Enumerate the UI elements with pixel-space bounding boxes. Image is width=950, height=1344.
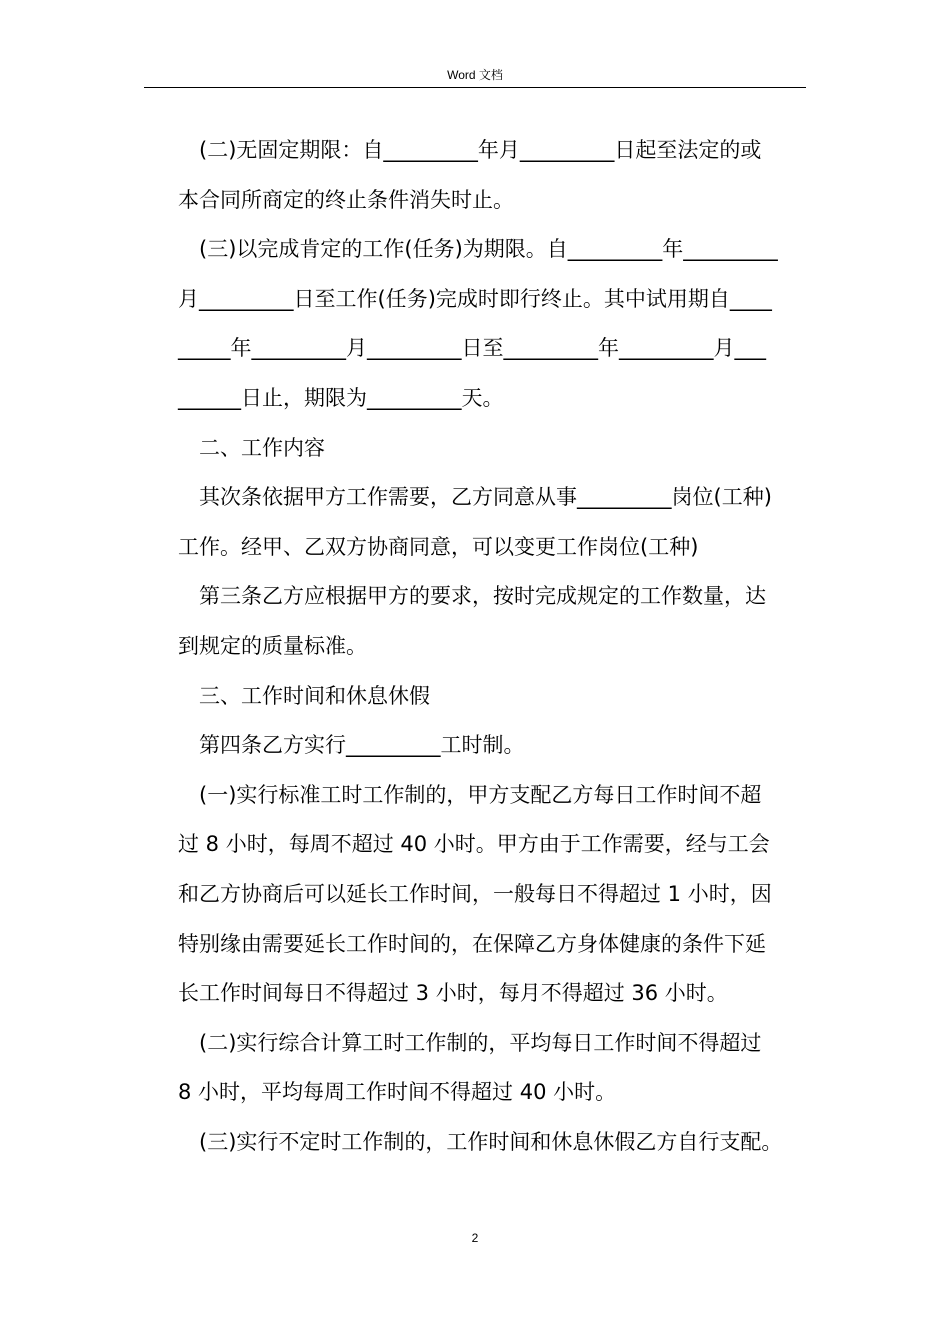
section-heading: 二、工作内容	[199, 435, 325, 460]
paragraph-line: 长工作时间每日不得超过 3 小时，每月不得超过 36 小时。	[178, 981, 728, 1006]
paragraph-line: _____年_________月_________日至_________年_________月___	[178, 336, 766, 361]
header-divider	[144, 87, 806, 88]
paragraph-line: (一)实行标准工时工作制的，甲方支配乙方每日工作时间不超	[199, 782, 762, 807]
page-number: 2	[471, 1231, 479, 1245]
document-body	[178, 126, 808, 1167]
paragraph-line: (三)以完成肯定的工作(任务)为期限。自_________年_________	[199, 237, 778, 262]
paragraph-line: ______日止，期限为_________天。	[178, 385, 504, 410]
paragraph-line: 到规定的质量标准。	[178, 633, 367, 658]
paragraph-line: 其次条依据甲方工作需要，乙方同意从事_________岗位(工种)	[199, 485, 772, 510]
section-heading: 三、工作时间和休息休假	[199, 683, 430, 708]
paragraph-line: (三)实行不定时工作制的，工作时间和休息休假乙方自行支配。	[199, 1129, 783, 1154]
paragraph-line: 和乙方协商后可以延长工作时间，一般每日不得超过 1 小时，因	[178, 881, 772, 906]
paragraph-line: 工作。经甲、乙双方协商同意，可以变更工作岗位(工种)	[178, 534, 699, 559]
paragraph-line: 特别缘由需要延长工作时间的，在保障乙方身体健康的条件下延	[178, 931, 766, 956]
paragraph-line: (二)无固定期限：自_________年月_________日起至法定的或	[199, 138, 762, 162]
paragraph-line: 8 小时，平均每周工作时间不得超过 40 小时。	[178, 1080, 617, 1105]
document-header-title: Word 文档	[447, 68, 503, 82]
paragraph-line: 过 8 小时，每周不超过 40 小时。甲方由于工作需要，经与工会	[178, 832, 770, 857]
paragraph-line: 本合同所商定的终止条件消失时止。	[178, 187, 514, 212]
paragraph-line: 第四条乙方实行_________工时制。	[199, 733, 525, 758]
paragraph-line: (二)实行综合计算工时工作制的，平均每日工作时间不得超过	[199, 1030, 762, 1055]
paragraph-line: 第三条乙方应根据甲方的要求，按时完成规定的工作数量，达	[199, 584, 766, 609]
paragraph-line: 月_________日至工作(任务)完成时即行终止。其中试用期自____	[178, 286, 772, 311]
